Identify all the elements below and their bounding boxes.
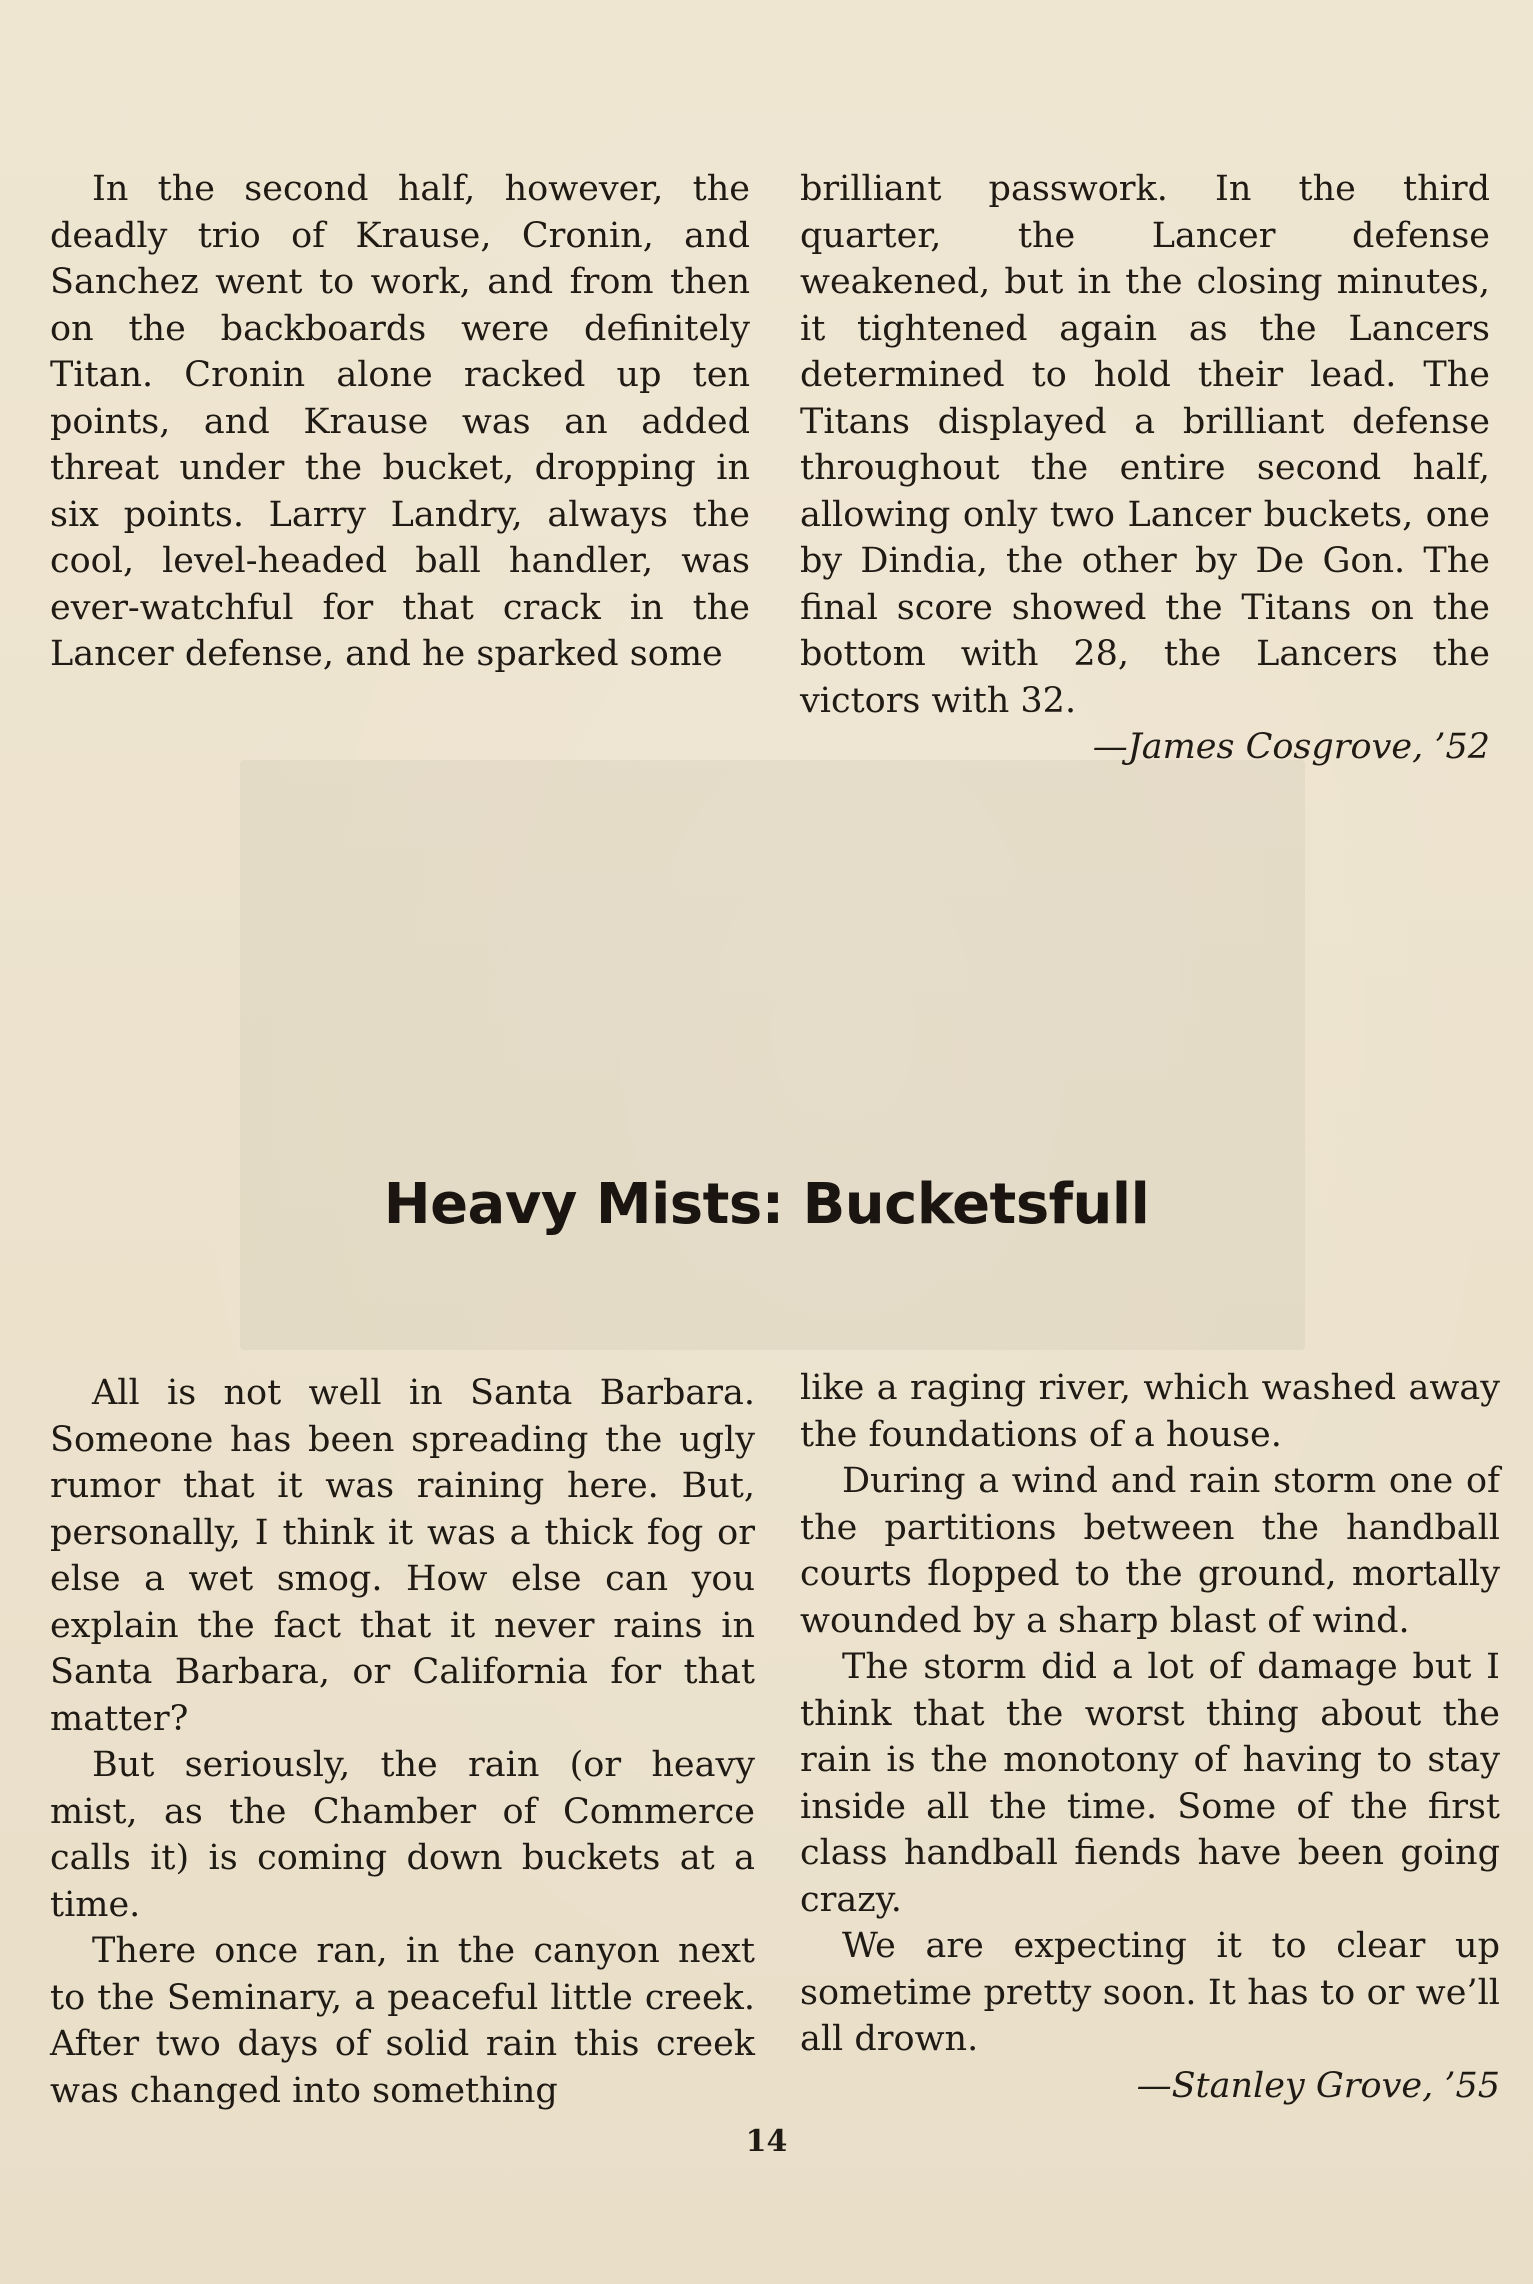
page-number: 14 — [745, 2124, 788, 2159]
article2-left-column — [50, 1370, 755, 2114]
article2-paragraph-1: All is not well in Santa Barbara. Someone has been spreading the ugly rumor that it was raining here. But, personally, I think it was a thick fog or else a wet smog. How else can you explain the fact that it never rains in Santa Barbara, or California for that matter? — [50, 1373, 755, 1739]
article1-right-column — [800, 166, 1490, 771]
article1-signature: —James Cosgrove, ’52 — [1092, 727, 1490, 767]
show-through-shadow — [240, 760, 1305, 1350]
article2-paragraph-3: There once ran, in the canyon next to the Seminary, a peaceful little creek. After two days of solid rain this creek was changed into something — [50, 1931, 755, 2111]
article2-paragraph-7: We are expecting it to clear up sometime pretty soon. It has to or we’ll all drown. — [800, 1926, 1500, 2059]
article2-paragraph-4: like a raging river, which washed away the foundations of a house. — [800, 1368, 1500, 1455]
article1-paragraph-2: brilliant passwork. In the third quarter, the Lancer defense weakened, but in the closing minutes, it tightened again as the Lancers determined to hold their lead. The Titans displayed a brilliant defense throughout the entire second half, allowing only two Lancer buckets, one by Dindia, the other by De Gon. The final score showed the Titans on the bottom with 28, the Lancers the victors with 32. — [800, 169, 1490, 721]
article2-paragraph-6: The storm did a lot of damage but I think that the worst thing about the rain is the monotony of having to stay inside all the time. Some of the first class handball fiends have been going crazy. — [800, 1647, 1500, 1920]
article2-headline: Heavy Mists: Bucketsfull — [383, 1172, 1150, 1237]
article2-paragraph-2: But seriously, the rain (or heavy mist, as the Chamber of Commerce calls it) is coming down buckets at a time. — [50, 1745, 755, 1925]
article1-paragraph-1: In the second half, however, the deadly trio of Krause, Cronin, and Sanchez went to work, and from then on the backboards were definitely Titan. Cronin alone racked up ten points, and Krause was an added threat under the bucket, dropping in six points. Larry Landry, always the cool, level-headed ball handler, was ever-watchful for that crack in the Lancer defense, and he sparked some — [50, 169, 750, 674]
article2-paragraph-5: During a wind and rain storm one of the partitions between the handball courts flopped to the ground, mortally wounded by a sharp blast of wind. — [800, 1461, 1500, 1641]
article2-right-column — [800, 1365, 1500, 2109]
article2-signature: —Stanley Grove, ’55 — [1136, 2065, 1500, 2106]
article1-left-column — [50, 166, 750, 678]
